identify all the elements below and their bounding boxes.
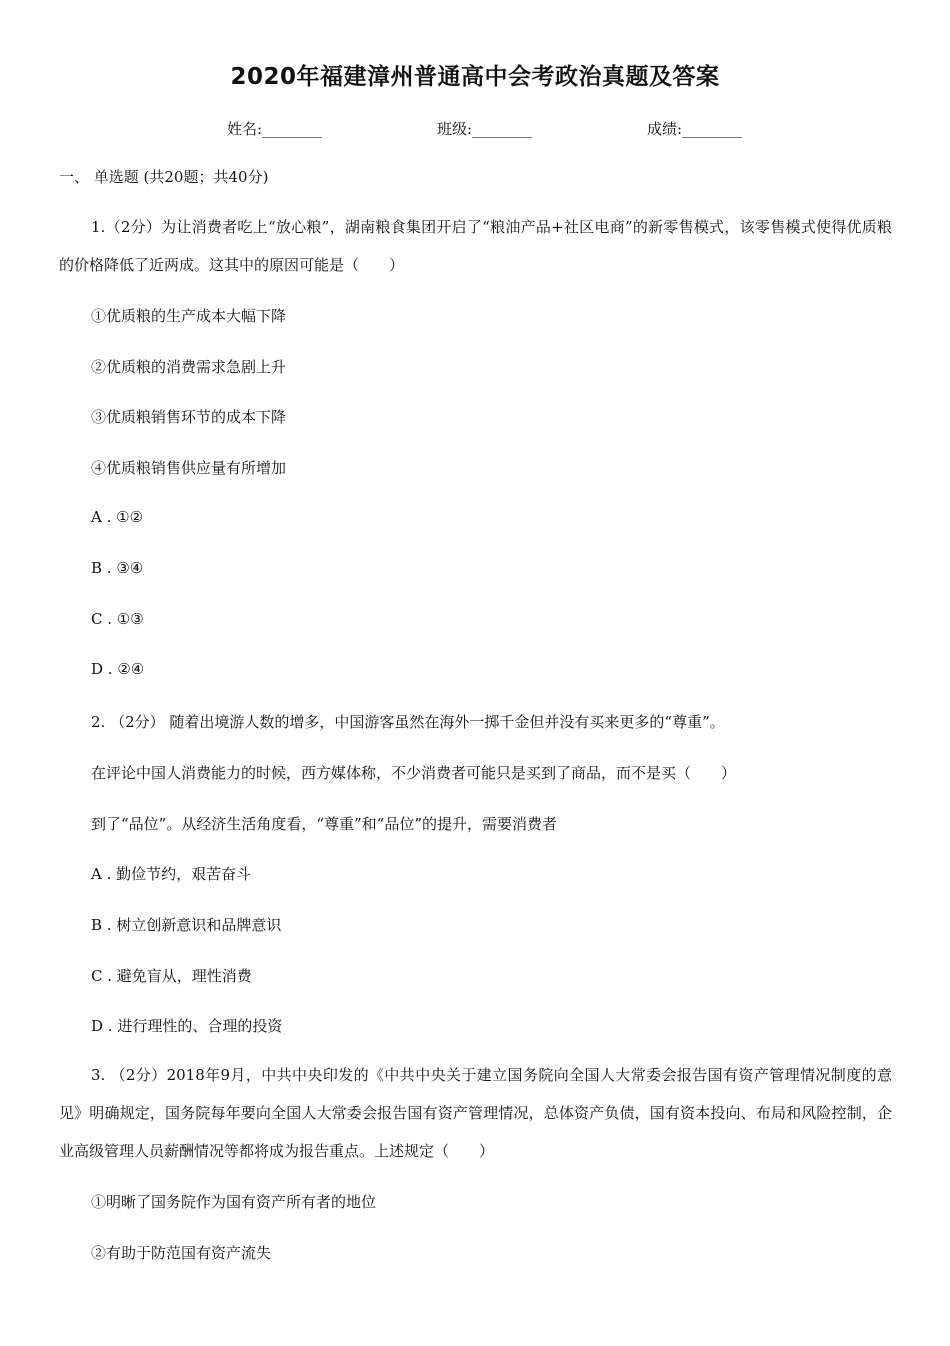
q1-option-c: C . ①③ xyxy=(91,610,144,628)
q1-statement-4: ④优质粮销售供应量有所增加 xyxy=(91,459,287,477)
q1-option-b: B . ③④ xyxy=(91,559,144,577)
class-field: 班级:________ xyxy=(437,120,533,138)
q1-statement-1: ①优质粮的生产成本大幅下降 xyxy=(91,307,287,325)
q1-option-d: D . ②④ xyxy=(91,660,145,678)
q3-stem: 3. （2分）2018年9月，中共中央印发的《中共中央关于建立国务院向全国人大常委会报告国有资产管理情况制度的意见》明确规定，国务院每年要向全国人大常委会报告国有资产管理情况，总体资产负债，国有资本投向、布局和风险控制，企业高级管理人员薪酬情况等都将成为报告重点。上述规定（ ） xyxy=(59,1066,892,1160)
q1-statement-3: ③优质粮销售环节的成本下降 xyxy=(91,408,287,426)
q2-option-b: B . 树立创新意识和品牌意识 xyxy=(91,916,282,934)
page-title: 2020年福建漳州普通高中会考政治真题及答案 xyxy=(230,64,720,90)
q2-option-a: A . 勤俭节约，艰苦奋斗 xyxy=(91,865,252,883)
q1-option-a: A . ①② xyxy=(91,508,144,526)
q1-stem: 1.（2分）为让消费者吃上“放心粮”，湖南粮食集团开启了“粮油产品+社区电商”的新零售模式，该零售模式使得优质粮的价格降低了近两成。这其中的原因可能是（ ） xyxy=(59,218,892,274)
q2-option-c: C . 避免盲从，理性消费 xyxy=(91,967,252,985)
section-heading: 一、 单选题 (共20题；共40分) xyxy=(59,168,269,186)
q2-line-1: 2. （2分） 随着出境游人数的增多，中国游客虽然在海外一掷千金但并没有买来更多的“尊重”。 xyxy=(91,713,725,731)
score-field: 成绩:________ xyxy=(647,120,743,138)
q3-statement-2: ②有助于防范国有资产流失 xyxy=(91,1244,272,1262)
q2-line-2: 在评论中国人消费能力的时候，西方媒体称，不少消费者可能只是买到了商品，而不是买（ ） xyxy=(91,764,737,782)
q2-line-3: 到了“品位”。从经济生活角度看，“尊重”和“品位”的提升，需要消费者 xyxy=(91,815,558,833)
name-field: 姓名:________ xyxy=(227,120,323,138)
q3-statement-1: ①明晰了国务院作为国有资产所有者的地位 xyxy=(91,1193,377,1211)
q1-statement-2: ②优质粮的消费需求急剧上升 xyxy=(91,358,287,376)
q2-option-d: D . 进行理性的、合理的投资 xyxy=(91,1017,283,1035)
